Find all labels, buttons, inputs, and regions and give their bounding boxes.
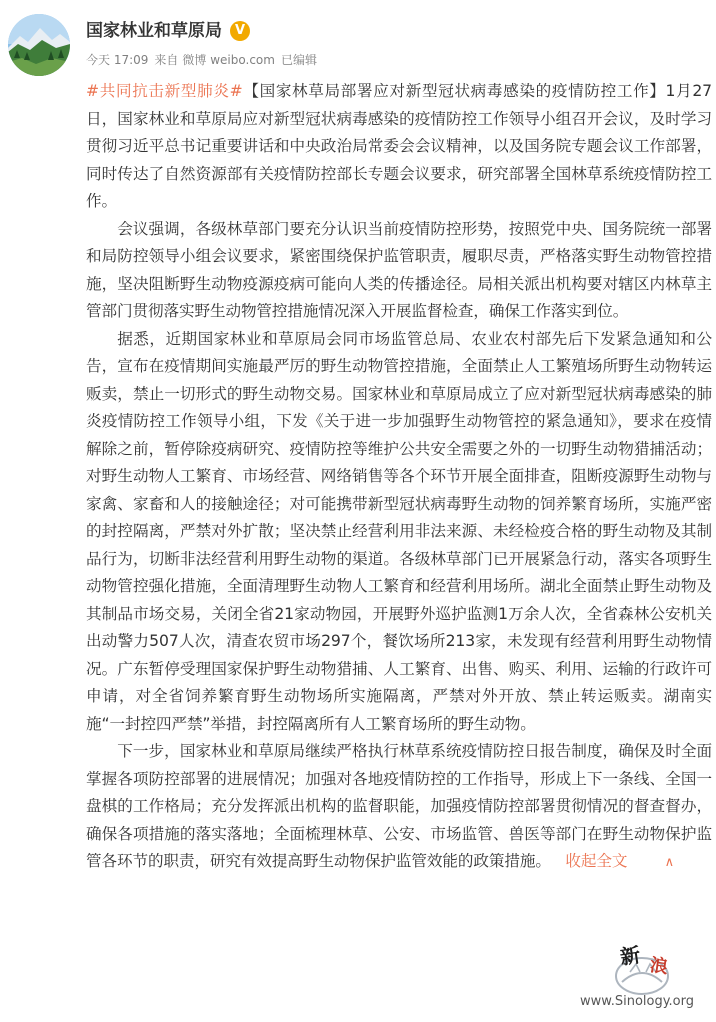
post-time[interactable]: 今天 17:09 xyxy=(86,53,149,67)
edited-label: 已编辑 xyxy=(280,53,317,67)
watermark-emblem-icon xyxy=(570,934,710,1016)
post-paragraph-last xyxy=(86,738,712,877)
collapse-label: 收起全文 xyxy=(565,852,628,870)
post-paragraph: 据悉，近期国家林业和草原局会同市场监管总局、农业农村部先后下发紧急通知和公告，宣布在疫情期间实施最严厉的野生动物管控措施，全面禁止人工繁殖场所野生动物转运贩卖，禁止一切形式的野生动物交易。国家林业和草原局成立了应对新型冠状病毒感染的肺炎疫情防控工作领导小组，下发《关于进一步加强野生动物管控的紧急通知》，要求在疫情解除之前，暂停除疫病研究、疫情防控等维护公共安全需要之外的一切野生动物猎捕活动；对野生动物人工繁育、市场经营、网络销售等各个环节开展全面排查，阻断疫源野生动物与家禽、家畜和人的接触途径；对可能携带新型冠状病毒野生动物的饲养繁育场所，实施严密的封控隔离，严禁对外扩散；坚决禁止经营利用非法来源、未经检疫合格的野生动物及其制品行为，切断非法经营利用野生动物的渠道。各级林草部门已开展紧急行动，落实各项野生动物管控强化措施，全面清理野生动物人工繁育和经营利用场所。湖北全面禁止野生动物及其制品市场交易，关闭全省21家动物园，开展野外巡护监测1万余人次，全省森林公安机关出动警力507人次，清查农贸市场297个，餐饮场所213家，未发现有经营利用野生动物情况。广东暂停受理国家保护野生动物猎捕、人工繁育、出售、购买、利用、运输的行政许可申请，对全省饲养繁育野生动物场所实施隔离，严禁对外开放、禁止转运贩卖。湖南实施“一封控四严禁”举措，封控隔离所有人工繁育场所的野生动物。 xyxy=(86,329,712,733)
landscape-avatar-icon xyxy=(8,14,70,76)
watermark-site: www.Sinology.org xyxy=(580,994,695,1009)
source-prefix: 来自 xyxy=(154,53,179,67)
watermark-logo-text: 新 xyxy=(618,942,642,970)
post-meta xyxy=(86,52,323,68)
post-source[interactable]: 微博 weibo.com xyxy=(182,53,275,67)
first-paragraph-text: 【国家林草局部署应对新型冠状病毒感染的疫情防控工作】1月27日，国家林业和草原局应对新型冠状病毒感染的疫情防控工作领导小组召开会议，及时学习贯彻习近平总书记重要讲话和中央政治局常委会会议精神，以及国务院专题会议工作部署，同时传达了自然资源部有关疫情防控部长专题会议要求，研究部署全国林草系统疫情防控工作。 xyxy=(86,82,712,210)
verified-badge-icon: V xyxy=(230,21,250,41)
account-name[interactable]: 国家林业和草原局 xyxy=(86,21,222,41)
last-paragraph-text: 下一步，国家林业和草原局继续严格执行林草系统疫情防控日报告制度，确保及时全面掌握各项防控部署的进展情况；加强对各地疫情防控的工作指导，形成上下一条线、全国一盘棋的工作格局；充分发挥派出机构的监督职能，加强疫情防控部署贯彻情况的督查督办，确保各项措施的落实落地；全面梳理林草、公安、市场监管、兽医等部门在野生动物保护监管各环节的职责，研究有效提高野生动物保护监管效能的政策措施。 xyxy=(86,742,712,870)
sinology-watermark xyxy=(570,934,710,1016)
account-avatar[interactable] xyxy=(8,14,70,76)
post-header xyxy=(0,0,716,78)
post-content xyxy=(86,78,712,877)
collapse-full-text-button[interactable] xyxy=(565,852,674,870)
post-first-paragraph xyxy=(86,78,712,216)
watermark-logo-text: 浪 xyxy=(648,954,670,979)
post-paragraph: 会议强调，各级林草部门要充分认识当前疫情防控形势，按照党中央、国务院统一部署和局防控领导小组会议要求，紧密围绕保护监管职责，履职尽责，严格落实野生动物管控措施，坚决阻断野生动物疫源疫病可能向人类的传播途径。局相关派出机构要对辖区内林草主管部门贯彻落实野生动物管控措施情况深入开展监督检查，确保工作落实到位。 xyxy=(86,219,712,320)
chevron-up-icon: ∧ xyxy=(664,855,674,870)
topic-link[interactable]: #共同抗击新型肺炎# xyxy=(86,82,243,100)
